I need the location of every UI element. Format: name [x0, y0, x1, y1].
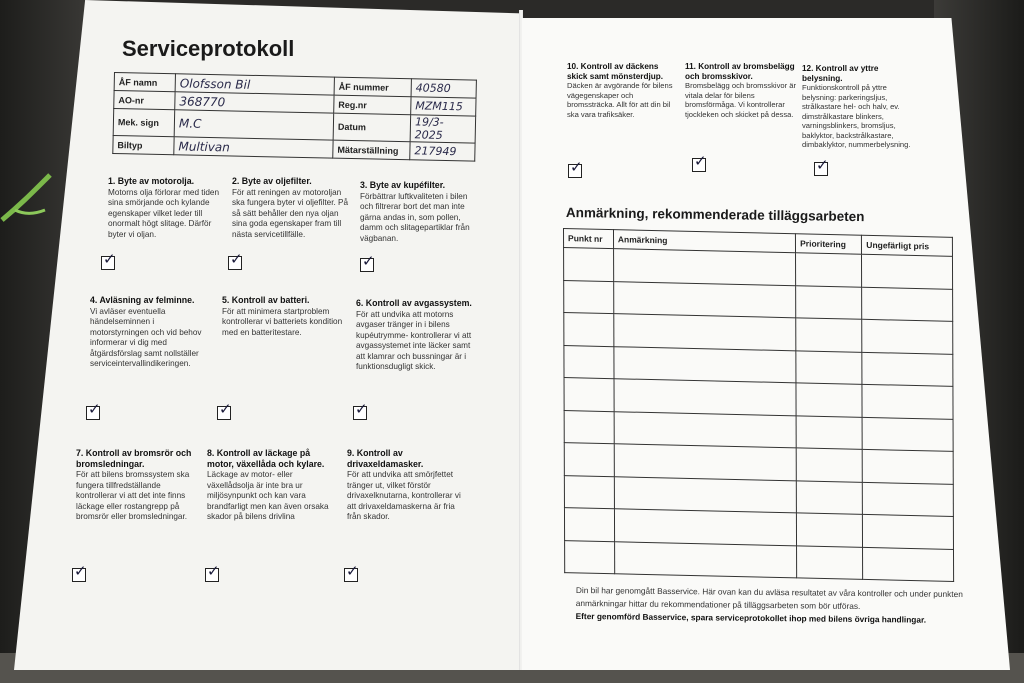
checklist-item-6 — [356, 298, 478, 373]
item-text: Förbättrar luftkvaliteten i bilen och filtrerar bort det man inte gärna andas in, som pollen, damm och slitagepartiklar från vägbanan. — [360, 191, 470, 243]
checklist-item-10 — [567, 62, 679, 119]
item-text: Vi avläser eventuella händelseminnen i motorstyrningen och vid behov informerar vi dig med åtgärdsförslag samt nollställer serviceintervallindikeringen. — [90, 306, 202, 368]
item-title: 11. Kontroll av bromsbelägg och bromsskivor. — [685, 62, 795, 81]
vehicle-info-table — [112, 72, 477, 162]
table-cell[interactable] — [614, 281, 796, 318]
table-cell[interactable] — [564, 475, 614, 509]
table-cell[interactable] — [797, 545, 863, 579]
table-cell[interactable] — [564, 378, 614, 412]
datum-label: Datum — [333, 113, 411, 142]
item-title: 2. Byte av oljefilter. — [232, 176, 312, 186]
checklist-item-4 — [90, 295, 212, 370]
document-title: Serviceprotokoll — [122, 36, 295, 61]
biltyp-label: Biltyp — [113, 135, 174, 154]
table-cell[interactable] — [862, 254, 953, 289]
table-cell[interactable] — [613, 249, 795, 286]
table-cell[interactable] — [614, 379, 796, 416]
footer-note — [576, 584, 976, 627]
table-cell[interactable] — [614, 411, 796, 448]
item-text: För att bilens bromssystem ska fungera tillfredställande kontrollerar vi att det inte finns läckage eller rostangrepp på bromsrör eller bromsledningar. — [76, 470, 190, 521]
item-title: 8. Kontroll av läckage på motor, växellåda och kylare. — [207, 448, 325, 469]
item-title: 10. Kontroll av däckens skick samt mönsterdjup. — [567, 62, 664, 81]
checkbox-item-9[interactable] — [344, 562, 359, 582]
ao-label: AO-nr — [114, 91, 175, 110]
check-mark-icon: ✓ — [346, 562, 359, 580]
checkbox-item-6[interactable] — [353, 400, 368, 420]
checklist-item-9 — [347, 448, 469, 523]
item-title: 1. Byte av motorolja. — [108, 176, 195, 186]
table-cell[interactable] — [796, 350, 862, 384]
af-namn-value: Olofsson Bil — [175, 74, 334, 95]
check-mark-icon: ✓ — [103, 250, 116, 268]
table-cell[interactable] — [564, 280, 614, 314]
footer-text: Din bil har genomgått Basservice. Här ovan kan du avläsa resultatet av våra kontroller och under punkten anmärkningar hittar du rekommendationer på tilläggsarbeten som bör utföras. — [575, 584, 963, 611]
table-cell[interactable] — [796, 448, 862, 482]
datum-value: 19/3-2025 — [410, 115, 476, 143]
item-text: För att undvika att smörjfettet tränger ut, vilket förstör drivaxelknutarna, kontrollerar vi att drivaxeldamaskerna är fria från skador. — [347, 470, 461, 521]
item-text: Däcken är avgörande för bilens vägegenskaper och bromssträcka. Allt för att din bil ska vara trafiksäker. — [567, 81, 673, 119]
table-cell[interactable] — [863, 449, 954, 484]
check-mark-icon: ✓ — [207, 562, 220, 580]
item-text: Läckage av motor- eller växellådsolja är inte bra ur miljösynpunkt och kan vara brandfarligt men kan även orsaka skador på bilens drivlina — [207, 470, 329, 521]
checkbox-item-2[interactable] — [228, 250, 243, 270]
table-cell[interactable] — [614, 444, 796, 481]
table-cell[interactable] — [862, 287, 953, 322]
table-cell[interactable] — [796, 415, 862, 449]
item-text: För att minimera startproblem kontrollerar vi batteriets kondition med en batteritestare. — [222, 306, 343, 337]
af-nummer-value: 40580 — [411, 79, 476, 98]
table-cell[interactable] — [564, 410, 614, 444]
matarstallning-value: 217949 — [410, 142, 475, 161]
checklist-item-2 — [232, 176, 354, 240]
checklist-item-5 — [222, 295, 344, 338]
table-cell[interactable] — [796, 383, 862, 417]
column-header-pris: Ungefärligt pris — [862, 235, 953, 256]
check-mark-icon: ✓ — [88, 400, 101, 418]
checklist-item-11 — [685, 62, 797, 119]
table-cell[interactable] — [564, 313, 614, 347]
checkbox-item-12[interactable] — [814, 156, 829, 176]
check-mark-icon: ✓ — [570, 158, 583, 176]
footer-bold-text: Efter genomförd Basservice, spara serviceprotokollet ihop med bilens övriga handlingar. — [575, 610, 927, 625]
check-mark-icon: ✓ — [694, 152, 707, 170]
table-cell[interactable] — [614, 476, 796, 513]
check-mark-icon: ✓ — [362, 252, 375, 270]
table-cell[interactable] — [796, 285, 862, 319]
checkbox-item-5[interactable] — [217, 400, 232, 420]
matarstallning-label: Mätarställning — [333, 140, 410, 160]
column-header-anmarkning: Anmärkning — [613, 230, 795, 253]
item-title: 4. Avläsning av felminne. — [90, 295, 195, 305]
table-cell[interactable] — [564, 345, 614, 379]
af-namn-label: ÅF namn — [114, 73, 175, 92]
table-cell[interactable] — [863, 514, 954, 549]
reg-value: MZM115 — [411, 97, 476, 116]
mek-label: Mek. sign — [113, 109, 175, 137]
reg-label: Reg.nr — [334, 95, 411, 115]
checklist-item-1 — [108, 176, 230, 240]
table-cell[interactable] — [863, 482, 954, 517]
table-cell[interactable] — [564, 508, 614, 542]
column-header-prioritering: Prioritering — [796, 234, 862, 255]
checklist-item-3 — [360, 180, 482, 244]
table-cell[interactable] — [797, 513, 863, 547]
table-cell[interactable] — [796, 253, 862, 287]
item-title: 12. Kontroll av yttre belysning. — [802, 64, 879, 83]
checkbox-item-8[interactable] — [205, 562, 220, 582]
table-cell[interactable] — [863, 547, 954, 582]
checkbox-item-10[interactable] — [568, 158, 583, 178]
remarks-table — [563, 228, 984, 584]
checkbox-item-3[interactable] — [360, 252, 375, 272]
item-title: 5. Kontroll av batteri. — [222, 295, 310, 305]
item-title: 7. Kontroll av bromsrör och bromsledningar. — [76, 448, 192, 469]
check-mark-icon: ✓ — [355, 400, 368, 418]
table-cell[interactable] — [564, 248, 614, 282]
table-cell[interactable] — [862, 417, 953, 452]
af-nummer-label: ÅF nummer — [334, 77, 411, 97]
checklist-item-12 — [802, 64, 914, 150]
remarks-heading: Anmärkning, rekommenderade tilläggsarbeten — [565, 205, 865, 225]
item-text: För att reningen av motoroljan ska fungera byter vi oljefilter. På så sätt behåller den nya oljan sina goda egenskaper fram till nästa servicetillfälle. — [232, 187, 349, 239]
check-mark-icon: ✓ — [816, 156, 829, 174]
table-cell[interactable] — [796, 480, 862, 514]
item-text: Motorns olja förlorar med tiden sina smörjande och kylande egenskaper vilket leder till onormalt högt slitage. Därför byter vi oljan. — [108, 187, 220, 239]
checkbox-item-4[interactable] — [86, 400, 101, 420]
mek-value: M.C — [174, 110, 334, 140]
item-text: Bromsbelägg och bromsskivor är vitala delar för bilens bromsförmåga. Vi kontrollerar tjockleken och skicket på dessa. — [685, 81, 796, 119]
table-cell[interactable] — [862, 384, 953, 419]
table-cell[interactable] — [565, 540, 615, 574]
column-header-punkt: Punkt nr — [564, 229, 614, 249]
table-cell[interactable] — [614, 509, 796, 546]
table-cell[interactable] — [564, 443, 614, 477]
checkbox-item-11[interactable] — [692, 152, 707, 172]
item-title: 9. Kontroll av drivaxeldamasker. — [347, 448, 424, 469]
check-mark-icon: ✓ — [219, 400, 232, 418]
biltyp-value: Multivan — [174, 137, 333, 158]
table-cell[interactable] — [862, 352, 953, 387]
item-text: Funktionskontroll på yttre belysning: parkeringsljus, strålkastare hel- och halv, ev. dimstrålkastare blinkers, varningsblinkers, bromsljus, baklyktor, backstrålkastare, dimbaklyktor, nummerbelysning. — [802, 83, 911, 149]
checklist-item-7 — [76, 448, 198, 523]
checkbox-item-1[interactable] — [101, 250, 116, 270]
table-cell[interactable] — [614, 346, 796, 383]
check-mark-icon: ✓ — [230, 250, 243, 268]
item-text: För att undvika att motorns avgaser tränger in i bilens kupéutrymme- kontrollerar vi att avgassystemet inte läcker samt att klamrar och bussningar är i funktionsdugligt skick. — [356, 309, 472, 371]
item-title: 3. Byte av kupéfilter. — [360, 180, 446, 190]
table-cell[interactable] — [862, 319, 953, 354]
checklist-item-8 — [207, 448, 329, 523]
checkbox-item-7[interactable] — [72, 562, 87, 582]
table-cell[interactable] — [614, 541, 796, 578]
table-cell[interactable] — [614, 314, 796, 351]
check-mark-icon: ✓ — [74, 562, 87, 580]
plant-leaf-image — [0, 170, 60, 240]
item-title: 6. Kontroll av avgassystem. — [356, 298, 472, 308]
table-cell[interactable] — [796, 318, 862, 352]
ao-value: 368770 — [175, 92, 334, 113]
